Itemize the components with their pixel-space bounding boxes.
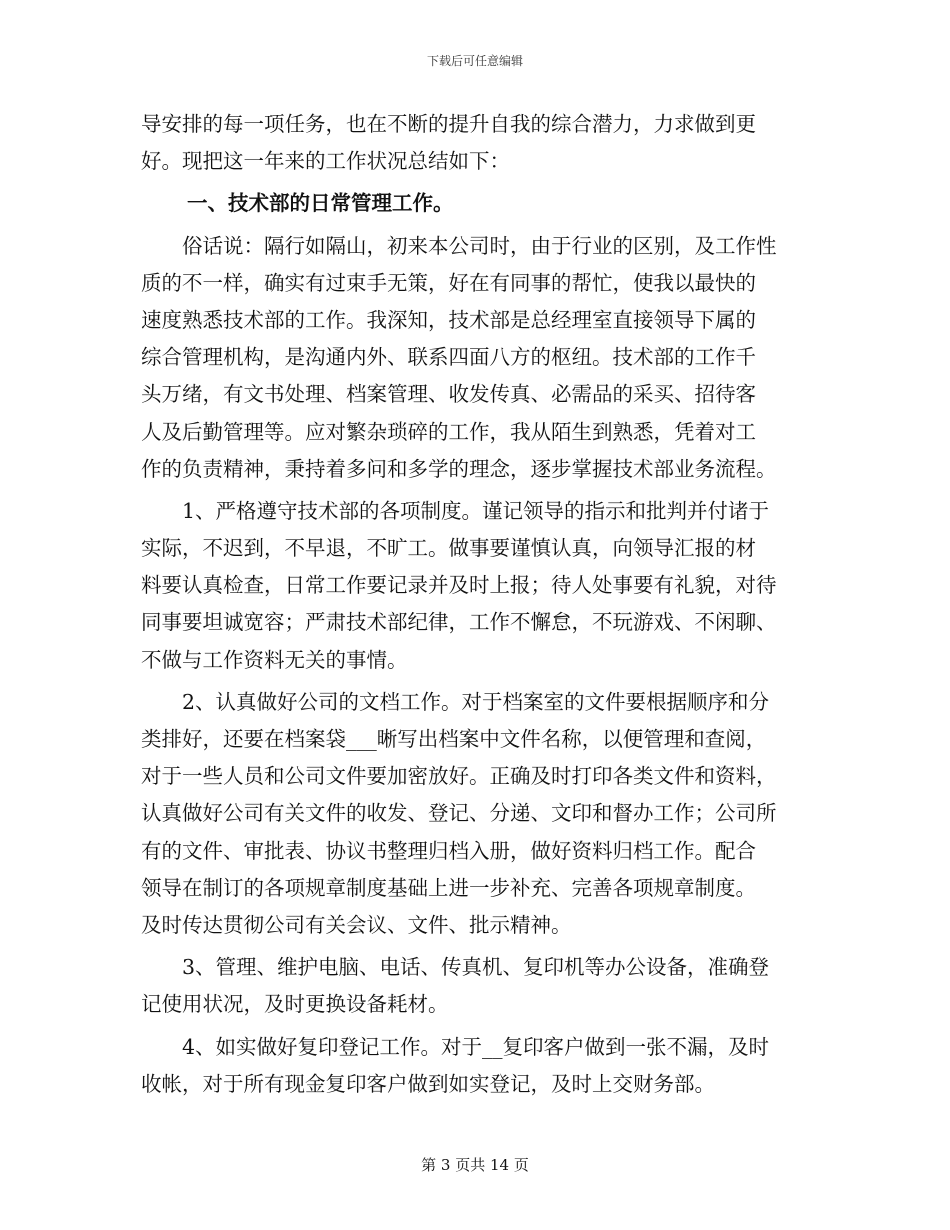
body-line: 速度熟悉技术部的工作。我深知，技术部是总经理室直接领导下属的 xyxy=(141,307,756,332)
body-line: 认真做好公司有关文件的收发、登记、分递、文印和督办工作；公司所 xyxy=(141,801,777,826)
body-line: 质的不一样，确实有过束手无策，好在有同事的帮忙，使我以最快的 xyxy=(141,270,756,295)
body-line: 好。现把这一年来的工作状况总结如下： xyxy=(141,149,510,174)
body-line: 领导在制订的各项规章制度基础上进一步补充、完善各项规章制度。 xyxy=(141,875,756,900)
page-number: 第 3 页共 14 页 xyxy=(421,1156,529,1174)
body-line: 有的文件、审批表、协议书整理归档入册，做好资料归档工作。配合 xyxy=(141,838,756,863)
body-line: 人及后勤管理等。应对繁杂琐碎的工作，我从陌生到熟悉，凭着对工 xyxy=(141,419,756,444)
body-line: 记使用状况，及时更换设备耗材。 xyxy=(141,992,449,1017)
page-header: 下载后可任意编辑 xyxy=(426,54,523,68)
list-item-1-first-line: 1、严格遵守技术部的各项制度。谨记领导的指示和批判并付诸于 xyxy=(182,498,770,523)
list-item-2-first-line: 2、认真做好公司的文档工作。对于档案室的文件要根据顺序和分 xyxy=(182,689,770,714)
document-body xyxy=(141,106,811,1103)
body-line: 不做与工作资料无关的事情。 xyxy=(141,647,408,672)
body-line: 料要认真检查，日常工作要记录并及时上报；待人处事要有礼貌，对待 xyxy=(141,573,777,598)
body-line: 实际，不迟到，不早退，不旷工。做事要谨慎认真，向领导汇报的材 xyxy=(141,536,756,561)
body-line: 导安排的每一项任务，也在不断的提升自我的综合潜力，力求做到更 xyxy=(141,112,756,136)
body-line: 及时传达贯彻公司有关会议、文件、批示精神。 xyxy=(141,912,572,937)
body-line: 类排好，还要在档案袋___晰写出档案中文件名称，以便管理和查阅， xyxy=(141,727,767,751)
list-item-4-first-line: 4、如实做好复印登记工作。对于__复印客户做到一张不漏，及时 xyxy=(182,1034,770,1059)
body-line: 作的负责精神，秉持着多问和多学的理念，逐步掌握技术部业务流程。 xyxy=(141,456,777,481)
body-line: 对于一些人员和公司文件要加密放好。正确及时打印各类文件和资料， xyxy=(141,764,777,789)
body-line: 同事要坦诚宽容；严肃技术部纪律，工作不懈怠，不玩游戏、不闲聊、 xyxy=(141,610,777,635)
body-line: 头万绪，有文书处理、档案管理、收发传真、必需品的采买、招待客 xyxy=(141,382,756,407)
section-heading: 一、技术部的日常管理工作。 xyxy=(187,191,454,216)
list-item-3-first-line: 3、管理、维护电脑、电话、传真机、复印机等办公设备，准确登 xyxy=(182,955,770,980)
paragraph-first-line: 俗话说：隔行如隔山，初来本公司时，由于行业的区别，及工作性 xyxy=(182,233,777,258)
body-line: 收帐，对于所有现金复印客户做到如实登记，及时上交财务部。 xyxy=(141,1071,715,1096)
body-line: 综合管理机构，是沟通内外、联系四面八方的枢纽。技术部的工作千 xyxy=(141,345,756,370)
